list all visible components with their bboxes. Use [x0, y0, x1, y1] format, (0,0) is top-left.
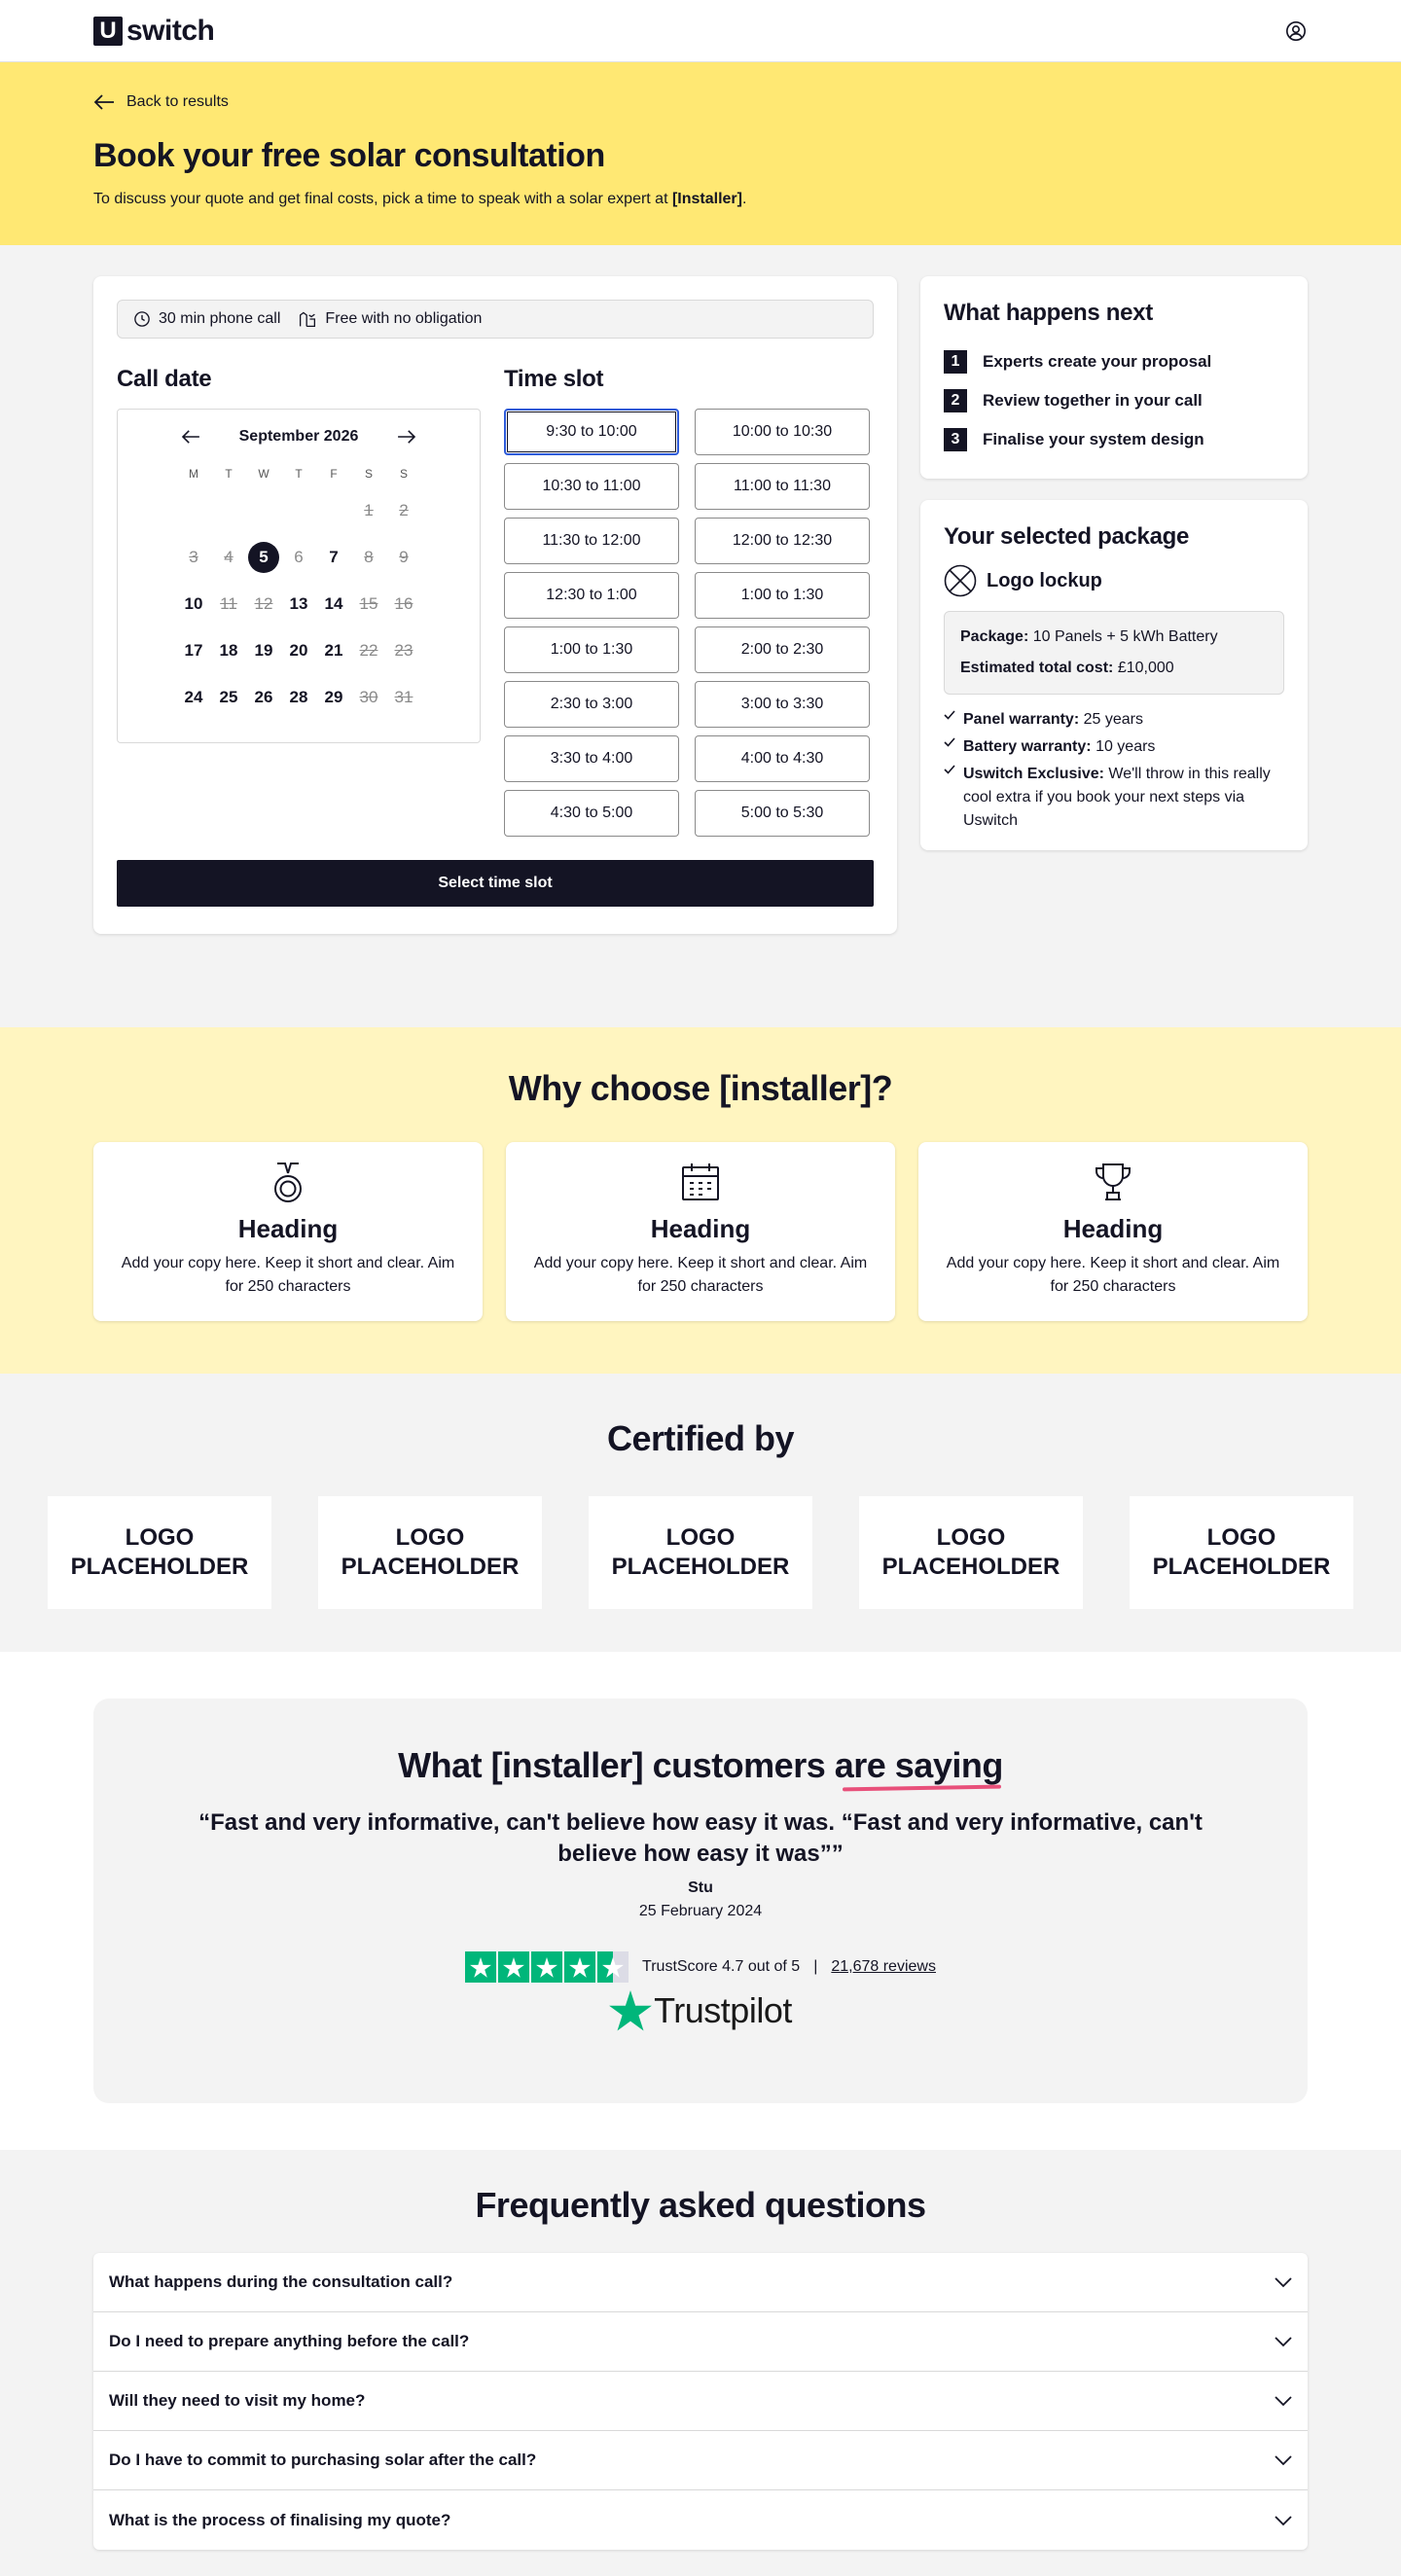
calendar-month: September 2026 — [238, 428, 359, 445]
calendar-icon — [680, 1162, 721, 1202]
chevron-down-icon — [1275, 2516, 1292, 2525]
calendar-day[interactable]: 24 — [184, 688, 203, 706]
faq-question: What is the process of finalising my quote? — [109, 2510, 451, 2529]
next-month-button[interactable] — [391, 421, 422, 452]
faq-question: What happens during the consultation call? — [109, 2272, 453, 2291]
weekday-label: S — [399, 467, 408, 481]
time-slot-column — [504, 366, 870, 837]
uswitch-logo[interactable] — [93, 15, 214, 48]
time-slot-button[interactable]: 4:00 to 4:30 — [695, 735, 870, 782]
faq-question: Do I need to prepare anything before the call? — [109, 2332, 470, 2350]
calendar-day: 12 — [254, 594, 273, 613]
certification-logo: LOGO PLACEHOLDER — [859, 1496, 1083, 1609]
chevron-down-icon — [1275, 2396, 1292, 2406]
calendar-day[interactable]: 29 — [324, 688, 343, 706]
why-card — [93, 1142, 483, 1321]
why-card-heading: Heading — [237, 1214, 339, 1243]
calendar-empty-cell — [316, 487, 351, 534]
calendar-day: 30 — [359, 688, 378, 706]
step-number: 2 — [944, 389, 967, 412]
package-features — [944, 708, 1284, 833]
package-summary: Package: 10 Panels + 5 kWh Battery Estimated total cost: £10,000 — [944, 611, 1284, 695]
installer-name: [Installer] — [671, 191, 742, 207]
medal-icon — [270, 1162, 305, 1204]
calendar-day: 31 — [394, 688, 413, 706]
calendar-day[interactable]: 20 — [289, 641, 308, 660]
calendar-day[interactable]: 17 — [184, 641, 203, 660]
trustpilot-star — [531, 1951, 562, 1983]
trustpilot-stars — [465, 1951, 629, 1983]
trustpilot-star — [597, 1951, 629, 1983]
trophy-icon — [1093, 1162, 1133, 1202]
weekday-label: F — [330, 467, 338, 481]
why-card-copy: Add your copy here. Keep it short and clear. Aim for 250 characters — [121, 1255, 455, 1295]
package-logo-label: Logo lockup — [987, 569, 1102, 591]
calendar-day[interactable]: 5 — [246, 534, 281, 581]
faq-item[interactable] — [93, 2431, 1308, 2490]
check-icon — [944, 737, 955, 747]
sidebar — [920, 276, 1308, 850]
certified-title: Certified by — [606, 1418, 795, 1458]
review-card — [93, 1699, 1308, 2103]
step-label: Review together in your call — [983, 391, 1203, 410]
calendar-day: 22 — [359, 641, 378, 660]
package-feature: Panel warranty: 25 years — [944, 708, 1284, 732]
chevron-down-icon — [1275, 2277, 1292, 2287]
step-number: 3 — [944, 428, 967, 451]
why-card — [506, 1142, 895, 1321]
time-slot-button[interactable]: 3:00 to 3:30 — [695, 681, 870, 728]
trustpilot-rating — [93, 1951, 1308, 1983]
calendar-day[interactable]: 18 — [219, 641, 238, 660]
time-slot-button[interactable]: 12:00 to 12:30 — [695, 518, 870, 564]
calendar-day: 8 — [364, 548, 374, 566]
why-card-copy: Add your copy here. Keep it short and clear. Aim for 250 characters — [533, 1255, 868, 1295]
calendar-day: 23 — [394, 641, 413, 660]
next-step — [944, 342, 1284, 381]
check-icon — [944, 765, 955, 774]
why-card-copy: Add your copy here. Keep it short and clear. Aim for 250 characters — [946, 1255, 1280, 1295]
certification-logo: LOGO PLACEHOLDER — [318, 1496, 542, 1609]
calendar-day[interactable]: 19 — [254, 641, 273, 660]
arrow-right-icon — [397, 429, 416, 445]
trustpilot-star — [498, 1951, 529, 1983]
calendar-day: 15 — [359, 594, 378, 613]
faq-item[interactable] — [93, 2490, 1308, 2550]
calendar-day[interactable]: 28 — [289, 688, 308, 706]
faq-list — [93, 2253, 1308, 2550]
arrow-left-icon — [93, 93, 115, 111]
step-number: 1 — [944, 350, 967, 374]
trustscore: TrustScore 4.7 out of 5 — [642, 1958, 801, 1975]
trustpilot-logo — [93, 1990, 1308, 2031]
calendar-day: 3 — [189, 548, 198, 566]
step-label: Finalise your system design — [983, 430, 1204, 448]
time-slot-button[interactable]: 10:30 to 11:00 — [504, 463, 679, 510]
highlighted-phrase: are saying — [834, 1745, 1003, 1785]
reviews-count-link[interactable]: 21,678 reviews — [831, 1958, 936, 1975]
time-slot-button[interactable]: 3:30 to 4:00 — [504, 735, 679, 782]
faq-title: Frequently asked questions — [475, 2185, 926, 2225]
calendar-empty-cell — [211, 487, 246, 534]
review-date: 25 February 2024 — [638, 1903, 763, 1919]
calendar-day: 4 — [224, 548, 234, 566]
trustpilot-star-icon — [609, 1990, 652, 2031]
what-happens-next-title: What happens next — [944, 300, 1153, 326]
calendar-day[interactable]: 14 — [324, 594, 343, 613]
chevron-down-icon — [1275, 2337, 1292, 2346]
why-choose-title: Why choose [installer]? — [508, 1068, 893, 1108]
why-card — [918, 1142, 1308, 1321]
certification-logo: LOGO PLACEHOLDER — [48, 1496, 271, 1609]
weekday-label: M — [189, 467, 198, 481]
calendar-day: 1 — [364, 501, 374, 519]
selected-package-card — [920, 500, 1308, 850]
calendar-day[interactable]: 7 — [329, 548, 339, 566]
booking-card — [93, 276, 897, 934]
selected-package-title: Your selected package — [944, 523, 1190, 550]
call-length: 30 min phone call — [159, 310, 281, 327]
calendar-grid — [118, 460, 480, 721]
certified-section — [0, 1374, 1401, 1652]
calendar-day: 9 — [399, 548, 409, 566]
clock-icon — [133, 310, 151, 328]
calendar-day: 16 — [394, 594, 413, 613]
time-slot-button[interactable]: 12:30 to 1:00 — [504, 572, 679, 619]
reviews-title: What [installer] customers are saying — [398, 1745, 1003, 1785]
time-slot-button[interactable]: 9:30 to 10:00 — [504, 409, 679, 455]
page-subtitle: To discuss your quote and get final costs, pick a time to speak with a solar expert at [Installer]. — [93, 191, 747, 207]
booking-section — [0, 245, 1401, 1027]
next-step — [944, 420, 1284, 459]
faq-item[interactable] — [93, 2253, 1308, 2312]
back-label: Back to results — [126, 93, 229, 110]
call-date-column — [117, 366, 481, 837]
certification-logo: LOGO PLACEHOLDER — [589, 1496, 812, 1609]
calendar-day: 2 — [399, 501, 409, 519]
time-slot-button[interactable]: 5:00 to 5:30 — [695, 790, 870, 837]
calendar-day[interactable]: 13 — [289, 594, 308, 613]
logo-placeholder-icon — [944, 564, 977, 597]
calendar-day[interactable]: 10 — [184, 594, 203, 613]
no-obligation: Free with no obligation — [325, 310, 483, 327]
reviewer-name: Stu — [688, 1879, 713, 1896]
calendar-day[interactable]: 21 — [324, 641, 343, 660]
what-happens-next-card — [920, 276, 1308, 479]
calendar-empty-cell — [246, 487, 281, 534]
trustpilot-wordmark: Trustpilot — [654, 1990, 792, 2030]
hero — [0, 62, 1401, 245]
calendar — [117, 409, 481, 743]
previous-month-button[interactable] — [175, 421, 206, 452]
chevron-down-icon — [1275, 2455, 1292, 2465]
time-slot-button[interactable]: 4:30 to 5:00 — [504, 790, 679, 837]
faq-item[interactable] — [93, 2372, 1308, 2431]
trustpilot-star — [465, 1951, 496, 1983]
logo-text: switch — [126, 15, 215, 47]
back-to-results-link[interactable] — [93, 93, 229, 111]
next-steps-list — [944, 342, 1284, 459]
time-slot-button[interactable]: 2:00 to 2:30 — [695, 626, 870, 673]
faq-question: Do I have to commit to purchasing solar after the call? — [109, 2451, 537, 2469]
free-tag-icon — [298, 310, 317, 328]
time-slot-button[interactable]: 11:00 to 11:30 — [695, 463, 870, 510]
package-feature: Uswitch Exclusive: We'll throw in this really cool extra if you book your next steps via Uswitch — [944, 763, 1284, 833]
certification-logo: LOGO PLACEHOLDER — [1130, 1496, 1353, 1609]
weekday-label: W — [258, 467, 269, 481]
check-icon — [944, 710, 955, 720]
why-choose-section — [0, 1027, 1401, 1374]
faq-question: Will they need to visit my home? — [109, 2391, 366, 2410]
time-slot-list-right — [695, 409, 870, 837]
page-title: Book your free solar consultation — [93, 137, 605, 174]
calendar-day[interactable]: 26 — [254, 688, 273, 706]
calendar-day: 11 — [220, 594, 237, 613]
time-slot-title: Time slot — [504, 366, 604, 392]
time-slot-list-left — [504, 409, 679, 837]
weekday-label: T — [225, 467, 233, 481]
faq-item[interactable] — [93, 2312, 1308, 2372]
time-slot-button[interactable]: 1:00 to 1:30 — [695, 572, 870, 619]
why-card-heading: Heading — [650, 1214, 751, 1243]
logo-letter: U — [93, 17, 123, 46]
trustpilot-star — [564, 1951, 595, 1983]
calendar-day: 6 — [294, 548, 304, 566]
select-time-slot-button[interactable]: Select time slot — [117, 860, 874, 907]
separator: | — [813, 1958, 818, 1975]
call-date-title: Call date — [117, 366, 212, 392]
calendar-empty-cell — [176, 487, 211, 534]
arrow-left-icon — [181, 429, 200, 445]
calendar-empty-cell — [281, 487, 316, 534]
weekday-label: T — [295, 467, 303, 481]
review-quote: “Fast and very informative, can't believe how easy it was. “Fast and very informative, can't believe how easy it was”” — [198, 1809, 1203, 1867]
time-slot-button[interactable]: 2:30 to 3:00 — [504, 681, 679, 728]
calendar-day[interactable]: 25 — [219, 688, 238, 706]
package-value: 10 Panels + 5 kWh Battery — [1032, 628, 1218, 645]
time-slot-button[interactable]: 11:30 to 12:00 — [504, 518, 679, 564]
package-feature: Battery warranty: 10 years — [944, 735, 1284, 759]
faq-section — [0, 2150, 1401, 2576]
next-step — [944, 381, 1284, 420]
estimated-cost: £10,000 — [1117, 660, 1174, 676]
time-slot-button[interactable]: 10:00 to 10:30 — [695, 409, 870, 455]
site-header — [0, 0, 1401, 62]
call-info-bar — [117, 300, 874, 339]
step-label: Experts create your proposal — [983, 352, 1212, 371]
reviews-section — [0, 1652, 1401, 2150]
user-circle-icon[interactable] — [1284, 19, 1308, 43]
time-slot-button[interactable]: 1:00 to 1:30 — [504, 626, 679, 673]
weekday-label: S — [364, 467, 373, 481]
why-card-heading: Heading — [1062, 1214, 1164, 1243]
